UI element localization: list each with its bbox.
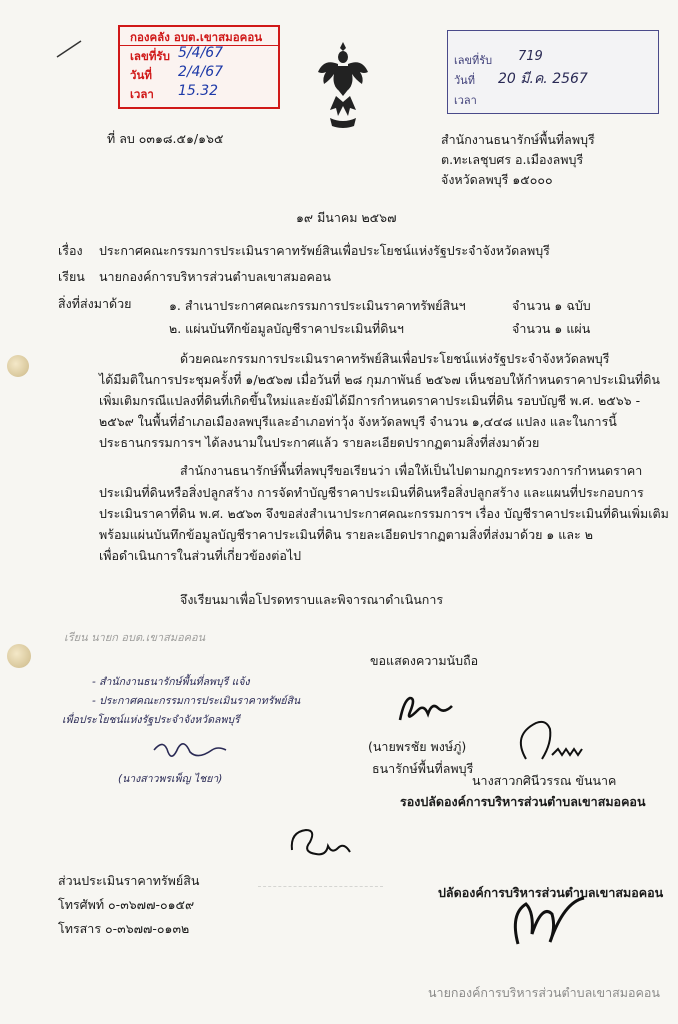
sender-line-3: จังหวัดลพบุรี ๑๕๐๐๐ (441, 172, 553, 187)
stamp-blue-no-value: 719 (518, 49, 543, 64)
document-date: ๑๙ มีนาคม ๒๕๖๗ (296, 210, 397, 225)
stamp-date-label: วันที่ (130, 68, 152, 82)
stamp-time-label: เวลา (130, 87, 154, 101)
signer-signature (392, 690, 462, 730)
subject-label: เรื่อง (58, 243, 83, 258)
enclosure-label: สิ่งที่ส่งมาด้วย (58, 296, 132, 311)
mayor-title: นายกองค์การบริหารส่วนตำบลเขาสมอคอน (428, 985, 660, 1000)
body-p2-line: สำนักงานธนารักษ์พื้นที่ลพบุรีขอเรียนว่า เพื่อให้เป็นไปตามกฎกระทรวงการกำหนดราคา (180, 463, 643, 478)
recipient-label: เรียน (58, 269, 85, 284)
document-number: ที่ ลบ ๐๓๑๘.๕๑/๑๖๕ (107, 131, 224, 146)
stamp-no-value: 5/4/67 (178, 45, 224, 61)
stamp-date-value: 2/4/67 (178, 64, 224, 80)
deputy-name: นางสาวกศินีวรรณ ขันนาค (472, 773, 617, 788)
body-p2-line: พร้อมแผ่นบันทึกข้อมูลบัญชีราคาประเมินที่ดิน รายละเอียดปรากฏตามสิ่งที่ส่งมาด้วย ๑ และ ๒ (99, 527, 593, 542)
receipt-stamp (447, 30, 659, 114)
stamp-time-value: 15.32 (178, 83, 219, 99)
body-p1-line: ๒๕๖๙ ในพื้นที่อำเภอเมืองลพบุรีและอำเภอท่าวุ้ง จังหวัดลพบุรี จำนวน ๑,๔๔๘ แปลง และในการนี้ (99, 414, 617, 429)
enclosure-item: ๑. สำเนาประกาศคณะกรรมการประเมินราคาทรัพย์สินฯ (169, 298, 466, 313)
regards-text: ขอแสดงความนับถือ (370, 653, 479, 668)
margin-note-line: เรียน นายก อบต.เขาสมอคอน (64, 631, 206, 644)
enclosure-item: ๒. แผ่นบันทึกข้อมูลบัญชีราคาประเมินที่ดินฯ (169, 321, 404, 336)
stamp-no-label: เลขที่รับ (130, 49, 170, 63)
body-p2-line: ประเมินราคาที่ดิน พ.ศ. ๒๕๖๓ จึงขอส่งสำเนาประกาศคณะกรรมการฯ เรื่อง บัญชีราคาประเมินที่ดินเพิ่มเติม (99, 506, 669, 521)
stamp-blue-time-label: เวลา (454, 94, 477, 107)
margin-note-line: - ประกาศคณะกรรมการประเมินราคาทรัพย์สิน (92, 695, 301, 707)
reviewer-signature (150, 736, 230, 766)
signer-title: ธนารักษ์พื้นที่ลพบุรี (372, 761, 474, 776)
sender-line-2: ต.ทะเลชุบศร อ.เมืองลพบุรี (441, 152, 584, 167)
subject-text: ประกาศคณะกรรมการประเมินราคาทรัพย์สินเพื่อประโยชน์แห่งรัฐประจำจังหวัดลพบุรี (99, 243, 550, 258)
body-p1-line: ได้มีมติในการประชุมครั้งที่ ๑/๒๕๖๗ เมื่อวันที่ ๒๘ กุมภาพันธ์ ๒๕๖๗ เห็นชอบให้กำหนดราคาประเมินที่ดิน (99, 372, 660, 387)
stamp-blue-date-label: วันที่ (454, 74, 475, 87)
punch-hole (7, 644, 31, 668)
margin-note-line: - สำนักงานธนารักษ์พื้นที่ลพบุรี แจ้ง (92, 676, 250, 688)
stamp-blue-date-value: 20 มี.ค. 2567 (498, 71, 588, 87)
body-p2-line: เพื่อดำเนินการในส่วนที่เกี่ยวข้องต่อไป (99, 548, 302, 563)
pen-mark (54, 38, 84, 60)
body-p1-line: ด้วยคณะกรรมการประเมินราคาทรัพย์สินเพื่อประโยชน์แห่งรัฐประจำจังหวัดลพบุรี (180, 351, 610, 366)
margin-note-signer: (นางสาวพรเพ็ญ ไชยา) (118, 773, 223, 785)
deputy-title: รองปลัดองค์การบริหารส่วนตำบลเขาสมอคอน (400, 794, 646, 809)
punch-hole (7, 355, 29, 377)
closing-text: จึงเรียนมาเพื่อโปรดทราบและพิจารณาดำเนินการ (180, 592, 444, 607)
recipient-text: นายกองค์การบริหารส่วนตำบลเขาสมอคอน (99, 269, 331, 284)
margin-note-line: เพื่อประโยชน์แห่งรัฐประจำจังหวัดลพบุรี (62, 714, 240, 726)
footer-department: ส่วนประเมินราคาทรัพย์สิน (58, 873, 200, 888)
stamp-blue-no-label: เลขที่รับ (454, 54, 493, 67)
enclosure-qty: จำนวน ๑ แผ่น (512, 321, 591, 336)
body-p1-line: ประธานกรรมการฯ ได้ลงนามในประกาศแล้ว รายละเอียดปรากฏตามสิ่งที่ส่งมาด้วย (99, 435, 540, 450)
clerk-title: ปลัดองค์การบริหารส่วนตำบลเขาสมอคอน (438, 885, 664, 900)
deputy-signature (506, 715, 606, 763)
body-p1-line: เพิ่มเติมกรณีแปลงที่ดินที่เกิดขึ้นใหม่และยังมิได้มีการกำหนดราคาประเมินที่ดิน รอบบัญชี พ.ศ. ๒๕๖๖ - (99, 393, 641, 408)
enclosure-qty: จำนวน ๑ ฉบับ (512, 298, 591, 313)
footer-fax: โทรสาร ๐-๓๖๗๗-๐๑๓๒ (58, 921, 190, 936)
sender-line-1: สำนักงานธนารักษ์พื้นที่ลพบุรี (441, 132, 595, 147)
mayor-signature (500, 880, 600, 950)
signer-name: (นายพรชัย พงษ์ภู่) (368, 739, 467, 754)
garuda-emblem-icon (316, 40, 370, 132)
received-stamp (118, 25, 280, 109)
footer-phone: โทรศัพท์ ๐-๓๖๗๗-๐๑๕๙ (58, 897, 195, 912)
stamp-title: กองคลัง อบต.เขาสมอคอน (120, 29, 278, 46)
officer-signature (282, 820, 358, 868)
body-p2-line: ประเมินที่ดินหรือสิ่งปลูกสร้าง การจัดทำบัญชีราคาประเมินที่ดินหรือสิ่งปลูกสร้าง และแผนที่ประกอบการ (99, 485, 644, 500)
faded-signer-name (258, 870, 383, 887)
